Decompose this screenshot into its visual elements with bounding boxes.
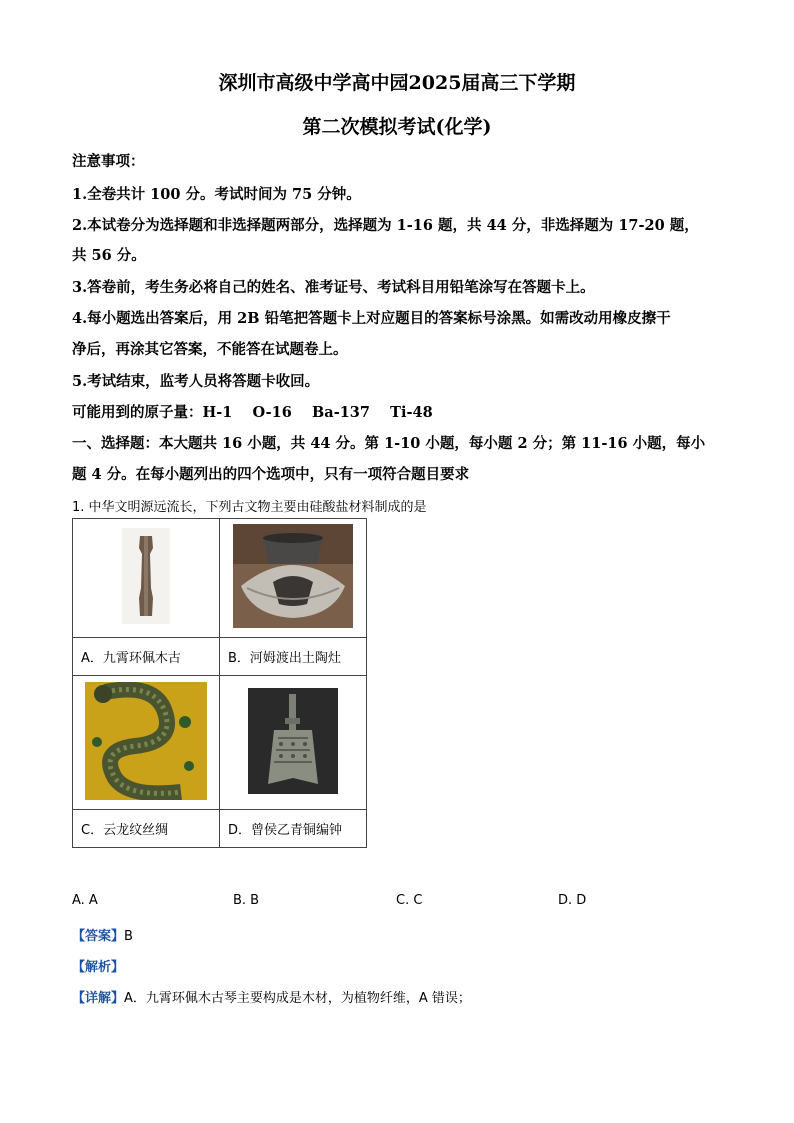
atomic-masses: 可能用到的原子量：H-1 O-16 Ba-137 Ti-48 xyxy=(72,404,433,421)
exam-title-line1: 深圳市高级中学高中园2025届高三下学期 xyxy=(218,72,576,94)
choice-d: D. D xyxy=(558,893,587,908)
note-item-3: 3.答卷前，考生务必将自己的姓名、准考证号、考试科目用铅笔涂写在答题卡上。 xyxy=(72,279,595,296)
answer-value: B xyxy=(124,929,133,944)
notes-heading: 注意事项： xyxy=(72,153,145,170)
option-d-image-cell xyxy=(220,676,367,810)
options-table xyxy=(72,518,367,848)
option-c-label: C．云龙纹丝绸 xyxy=(73,810,220,848)
exam-title-line2: 第二次模拟考试(化学) xyxy=(302,116,492,138)
analysis-line xyxy=(72,956,124,975)
pottery-stove-image xyxy=(233,524,353,628)
option-b-image-cell xyxy=(220,519,367,638)
option-a-label: A．九霄环佩木古 xyxy=(73,638,220,676)
detail-text: A．九霄环佩木古琴主要构成是木材，为植物纤维，A 错误； xyxy=(124,991,471,1006)
section1-line2: 题 4 分。在每小题列出的四个选项中，只有一项符合题目要求 xyxy=(72,466,470,483)
note-item-1: 1.全卷共计 100 分。考试时间为 75 分钟。 xyxy=(72,186,361,203)
note-item-2-line2: 共 56 分。 xyxy=(72,247,146,264)
choice-c: C. C xyxy=(396,893,423,908)
analysis-tag: 【解析】 xyxy=(72,960,125,975)
answer-line xyxy=(72,925,133,944)
option-d-label: D．曾侯乙青铜编钟 xyxy=(220,810,367,848)
note-item-4-line1: 4.每小题选出答案后，用 2B 铅笔把答题卡上对应题目的答案标号涂黑。如需改动用橡皮擦干 xyxy=(72,310,671,327)
bronze-bell-image xyxy=(248,688,338,794)
detail-tag: 【详解】 xyxy=(72,991,125,1006)
guqin-image xyxy=(116,528,176,624)
answer-tag: 【答案】 xyxy=(72,929,125,944)
question1-stem: 1. 中华文明源远流长，下列古文物主要由硅酸盐材料制成的是 xyxy=(72,500,427,515)
choice-a: A. A xyxy=(72,893,98,908)
silk-dragon-image xyxy=(85,682,207,800)
choice-b: B. B xyxy=(233,893,260,908)
note-item-2-line1: 2.本试卷分为选择题和非选择题两部分，选择题为 1-16 题，共 44 分，非选择题为 17-20 题， xyxy=(72,217,699,234)
option-c-image-cell xyxy=(73,676,220,810)
note-item-5: 5.考试结束，监考人员将答题卡收回。 xyxy=(72,373,320,390)
option-b-label: B．河姆渡出土陶灶 xyxy=(220,638,367,676)
note-item-4-line2: 净后，再涂其它答案，不能答在试题卷上。 xyxy=(72,341,348,358)
option-a-image-cell xyxy=(73,519,220,638)
detail-line xyxy=(72,987,471,1006)
section1-line1: 一、选择题：本大题共 16 小题，共 44 分。第 1-10 小题，每小题 2 分；第 11-16 小题，每小 xyxy=(72,435,706,452)
